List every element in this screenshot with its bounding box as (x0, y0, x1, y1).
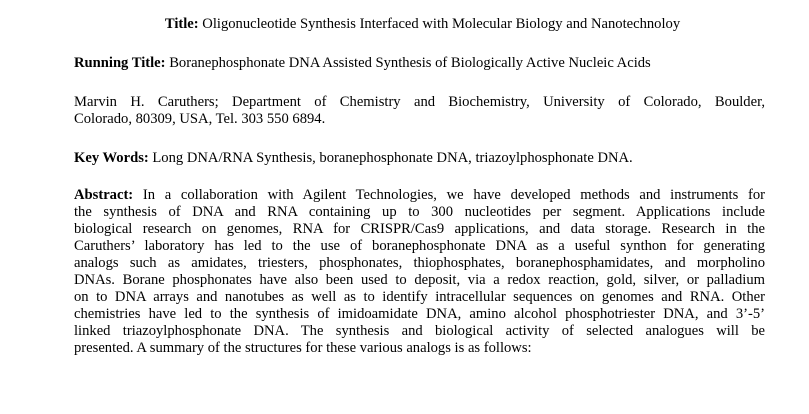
running-title-text: Boranephosphonate DNA Assisted Synthesis of Biologically Active Nucleic Acids (169, 55, 651, 71)
abstract-label: Abstract: (74, 187, 134, 203)
abstract-line-7: on to DNA arrays and nanotubes as well as to identify intracellular sequences on genomes and RNA. Other (74, 289, 765, 305)
abstract-first-line-text: In a collaboration with Agilent Technologies, we have developed methods and instruments for (142, 187, 765, 203)
running-title-label: Running Title: (74, 55, 166, 71)
abstract-line-5: analogs such as amidates, triesters, phosphonates, thiophosphates, boranephosphamidates, and morpholino (74, 255, 765, 271)
key-words-text: Long DNA/RNA Synthesis, boranephosphonate DNA, triazoylphosphonate DNA. (152, 150, 633, 166)
abstract-line-6: DNAs. Borane phosphonates have also been used to deposit, via a redox reaction, gold, silver, or palladium (74, 272, 765, 288)
abstract-line-8: chemistries have led to the synthesis of imidoamidate DNA, amino alcohol phosphotriester DNA, and 3’-5’ (74, 306, 765, 322)
author-line-1: Marvin H. Caruthers; Department of Chemistry and Biochemistry, University of Colorado, Boulder, (74, 94, 765, 110)
running-title-line (74, 55, 765, 72)
author-affiliation (74, 94, 765, 128)
key-words-line (74, 150, 765, 167)
abstract-line-1 (74, 187, 765, 204)
key-words-label: Key Words: (74, 150, 149, 166)
abstract-line-10: presented. A summary of the structures for these various analogs is as follows: (74, 340, 532, 356)
title-text: Oligonucleotide Synthesis Interfaced with Molecular Biology and Nanotechnoloy (202, 16, 681, 32)
abstract-line-3: biological research on genomes, RNA for CRISPR/Cas9 applications, and data storage. Research in the (74, 221, 765, 237)
title-line (74, 16, 765, 33)
abstract-line-9: linked triazoylphosphonate DNA. The synthesis and biological activity of selected analogues will be (74, 323, 765, 339)
title-label: Title: (164, 16, 199, 32)
document-page (74, 16, 765, 357)
abstract-line-2: the synthesis of DNA and RNA containing up to 300 nucleotides per segment. Applications include (74, 204, 765, 220)
abstract-line-4: Caruthers’ laboratory has led to the use of boranephosphonate DNA as a useful synthon for generating (74, 238, 765, 254)
author-line-2: Colorado, 80309, USA, Tel. 303 550 6894. (74, 111, 326, 127)
abstract (74, 187, 765, 357)
